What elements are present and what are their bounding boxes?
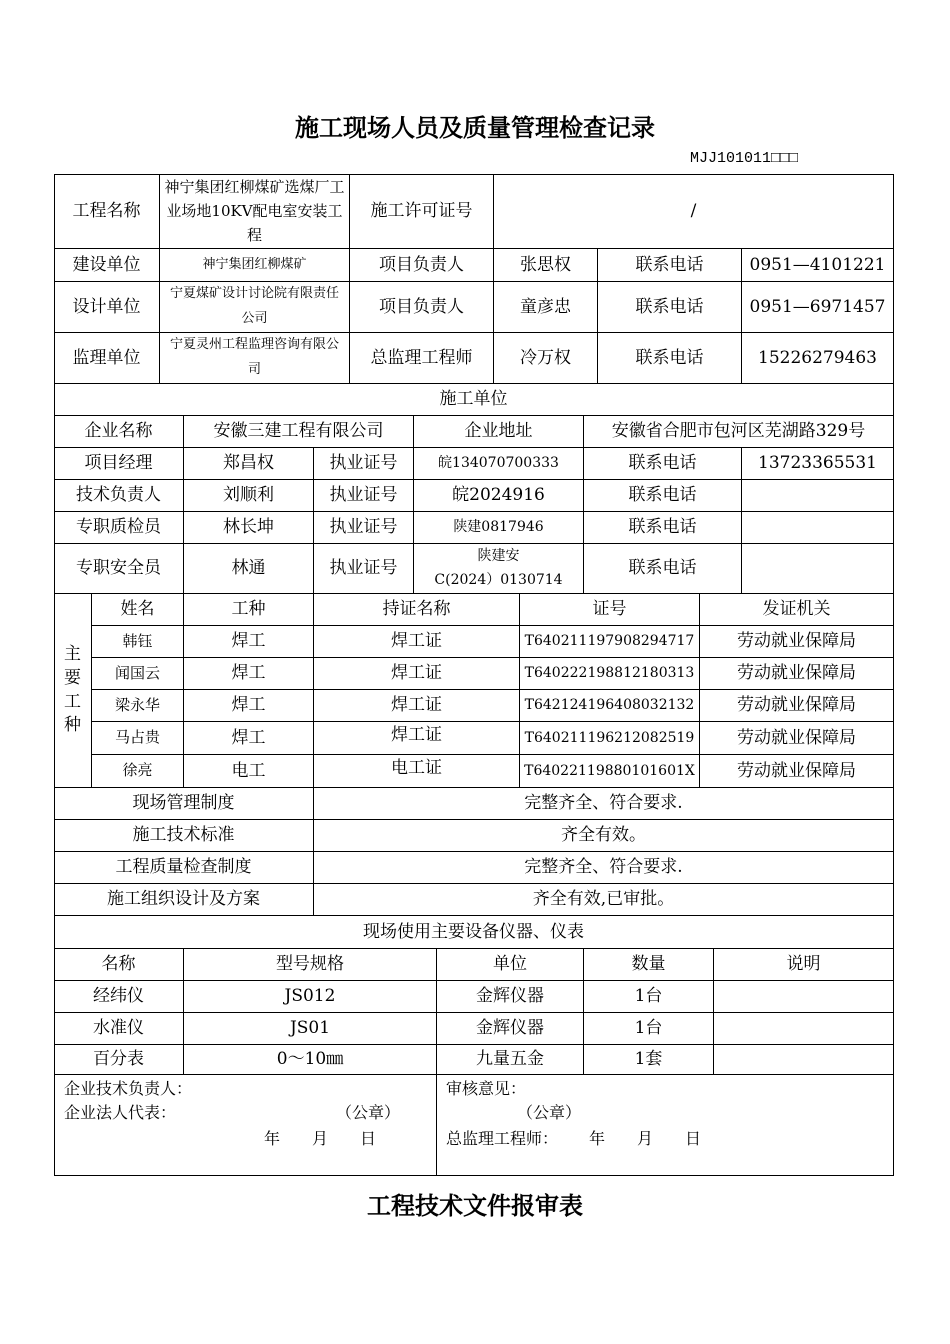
staff-name: 林长坤 (184, 512, 314, 544)
address-label: 企业地址 (414, 416, 584, 448)
workers-header: 工种 (184, 594, 314, 626)
date-left: 年 月 日 (264, 1129, 377, 1148)
worker-trade: 电工 (184, 755, 314, 788)
equipment-qty: 1台 (584, 1013, 714, 1045)
staff-cert-line: 陕建安 (477, 547, 520, 564)
company-label: 企业名称 (54, 416, 184, 448)
review-label: 审核意见： (446, 1079, 527, 1098)
tech-lead-label: 企业技术负责人： (64, 1079, 193, 1098)
unit-phone-label: 联系电话 (598, 282, 742, 333)
workers-header: 姓名 (92, 594, 184, 626)
equipment-qty: 1套 (584, 1045, 714, 1075)
unit-phone: 0951—4101221 (742, 249, 894, 282)
staff-phone-label: 联系电话 (584, 480, 742, 512)
equipment-section-title: 现场使用主要设备仪器、仪表 (54, 916, 894, 949)
unit-person: 童彦忠 (494, 282, 598, 333)
worker-cert-no: T642124196408032132 (520, 690, 700, 722)
staff-name: 郑昌权 (184, 448, 314, 480)
staff-role: 项目经理 (54, 448, 184, 480)
unit-label: 监理单位 (54, 333, 160, 384)
table-row (92, 658, 894, 690)
equipment-model: 0～10㎜ (184, 1045, 437, 1075)
company-address: 安徽省合肥市包河区芜湖路329号 (584, 416, 894, 448)
worker-cert-name: 电工证 (314, 755, 520, 788)
worker-issuer: 劳动就业保障局 (700, 755, 894, 788)
contractor-section-title: 施工单位 (54, 384, 894, 416)
unit-phone-label: 联系电话 (598, 249, 742, 282)
worker-issuer: 劳动就业保障局 (700, 722, 894, 755)
worker-issuer: 劳动就业保障局 (700, 626, 894, 658)
equipment-unit: 金辉仪器 (437, 1013, 584, 1045)
project-row (54, 174, 894, 249)
table-row (92, 626, 894, 658)
staff-role: 专职质检员 (54, 512, 184, 544)
workers-header: 持证名称 (314, 594, 520, 626)
workers-side-label (54, 594, 92, 788)
unit-row (54, 282, 894, 333)
worker-trade: 焊工 (184, 690, 314, 722)
unit-phone: 0951—6971457 (742, 282, 894, 333)
system-label: 施工组织设计及方案 (54, 884, 314, 916)
worker-cert-no: T640211197908294717 (520, 626, 700, 658)
system-label: 施工技术标准 (54, 820, 314, 852)
system-value: 齐全有效。 (314, 820, 894, 852)
unit-label: 建设单位 (54, 249, 160, 282)
project-name-value: 神宁集团红柳煤矿选煤厂工业场地10KV配电室安装工程 (160, 174, 350, 249)
equipment-section-row (54, 916, 894, 949)
unit-label: 设计单位 (54, 282, 160, 333)
side-char: 主 (64, 643, 81, 664)
equipment-name: 水准仪 (54, 1013, 184, 1045)
worker-cert-name: 焊工证 (314, 658, 520, 690)
system-row (54, 788, 894, 820)
workers-header-row (92, 594, 894, 626)
staff-row (54, 512, 894, 544)
worker-cert-name: 焊工证 (314, 690, 520, 722)
company-seal: （公章） (336, 1103, 401, 1122)
legal-rep-label: 企业法人代表： (64, 1103, 177, 1122)
staff-phone-label: 联系电话 (584, 544, 742, 594)
unit-person: 冷万权 (494, 333, 598, 384)
system-label: 工程质量检查制度 (54, 852, 314, 884)
side-char: 要 (64, 667, 81, 688)
worker-cert-no: T640222198812180313 (520, 658, 700, 690)
equipment-header: 单位 (437, 949, 584, 981)
project-name-label: 工程名称 (54, 174, 160, 249)
unit-value: 宁夏灵州工程监理咨询有限公司 (160, 333, 350, 384)
worker-issuer: 劳动就业保障局 (700, 658, 894, 690)
system-value: 完整齐全、符合要求. (314, 852, 894, 884)
staff-phone-label: 联系电话 (584, 448, 742, 480)
chief-supervisor-label: 总监理工程师： (446, 1129, 559, 1148)
system-label: 现场管理制度 (54, 788, 314, 820)
equipment-header-row (54, 949, 894, 981)
staff-phone (742, 512, 894, 544)
unit-role: 项目负责人 (350, 282, 494, 333)
worker-name: 马占贵 (92, 722, 184, 755)
signature-block (54, 1075, 894, 1176)
system-row (54, 852, 894, 884)
staff-cert: 陕建0817946 (414, 512, 584, 544)
permit-label: 施工许可证号 (350, 174, 494, 249)
table-row (54, 1045, 894, 1075)
staff-cert-line: C(2024）0130714 (434, 571, 563, 588)
worker-cert-name: 焊工证 (314, 722, 520, 755)
table-row (54, 1013, 894, 1045)
worker-cert-name: 焊工证 (314, 626, 520, 658)
staff-row (54, 544, 894, 594)
document-code: MJJ101011□□□ (690, 150, 799, 167)
equipment-unit: 金辉仪器 (437, 981, 584, 1013)
table-row (54, 981, 894, 1013)
inspection-table (54, 174, 894, 1176)
workers-header: 证号 (520, 594, 700, 626)
staff-phone-label: 联系电话 (584, 512, 742, 544)
staff-row (54, 480, 894, 512)
equipment-note (714, 1013, 894, 1045)
staff-name: 林通 (184, 544, 314, 594)
page-title: 施工现场人员及质量管理检查记录 (295, 113, 655, 142)
table-row (92, 722, 894, 755)
unit-phone-label: 联系电话 (598, 333, 742, 384)
system-row (54, 820, 894, 852)
staff-cert-label: 执业证号 (314, 448, 414, 480)
staff-role: 技术负责人 (54, 480, 184, 512)
equipment-unit: 九量五金 (437, 1045, 584, 1075)
equipment-model: JS01 (184, 1013, 437, 1045)
signature-right (437, 1075, 894, 1176)
worker-cert-no: T64022119880101601X (520, 755, 700, 788)
worker-cert-no: T640211196212082519 (520, 722, 700, 755)
staff-row (54, 448, 894, 480)
unit-value: 宁夏煤矿设计讨论院有限责任公司 (160, 282, 350, 333)
side-char: 种 (64, 715, 81, 736)
signature-left (54, 1075, 437, 1176)
unit-person: 张思权 (494, 249, 598, 282)
staff-cert: 皖134070700333 (414, 448, 584, 480)
staff-phone (742, 480, 894, 512)
unit-row (54, 249, 894, 282)
equipment-model: JS012 (184, 981, 437, 1013)
worker-name: 韩钰 (92, 626, 184, 658)
worker-trade: 焊工 (184, 658, 314, 690)
system-value: 完整齐全、符合要求. (314, 788, 894, 820)
system-value: 齐全有效,已审批。 (314, 884, 894, 916)
staff-cert-label: 执业证号 (314, 544, 414, 594)
equipment-qty: 1台 (584, 981, 714, 1013)
staff-cert: 皖2024916 (414, 480, 584, 512)
contractor-section-row (54, 384, 894, 416)
company-row (54, 416, 894, 448)
worker-name: 梁永华 (92, 690, 184, 722)
staff-cert-label: 执业证号 (314, 512, 414, 544)
equipment-note (714, 981, 894, 1013)
worker-name: 闻国云 (92, 658, 184, 690)
staff-cert (414, 544, 584, 594)
supervisor-seal: （公章） (517, 1103, 582, 1122)
staff-cert-label: 执业证号 (314, 480, 414, 512)
staff-phone: 13723365531 (742, 448, 894, 480)
company-name: 安徽三建工程有限公司 (184, 416, 414, 448)
permit-value: / (494, 174, 894, 249)
system-row (54, 884, 894, 916)
equipment-header: 名称 (54, 949, 184, 981)
staff-phone (742, 544, 894, 594)
table-row (92, 755, 894, 788)
unit-role: 项目负责人 (350, 249, 494, 282)
equipment-header: 型号规格 (184, 949, 437, 981)
equipment-header: 说明 (714, 949, 894, 981)
unit-role: 总监理工程师 (350, 333, 494, 384)
equipment-name: 百分表 (54, 1045, 184, 1075)
staff-role: 专职安全员 (54, 544, 184, 594)
next-form-title: 工程技术文件报审表 (367, 1191, 583, 1220)
staff-name: 刘顺利 (184, 480, 314, 512)
worker-trade: 焊工 (184, 626, 314, 658)
date-right: 年 月 日 (589, 1129, 702, 1148)
equipment-header: 数量 (584, 949, 714, 981)
worker-issuer: 劳动就业保障局 (700, 690, 894, 722)
equipment-name: 经纬仪 (54, 981, 184, 1013)
unit-value: 神宁集团红柳煤矿 (160, 249, 350, 282)
worker-trade: 焊工 (184, 722, 314, 755)
worker-name: 徐亮 (92, 755, 184, 788)
table-row (92, 690, 894, 722)
unit-phone: 15226279463 (742, 333, 894, 384)
unit-row (54, 333, 894, 384)
workers-header: 发证机关 (700, 594, 894, 626)
equipment-note (714, 1045, 894, 1075)
side-char: 工 (64, 691, 81, 712)
